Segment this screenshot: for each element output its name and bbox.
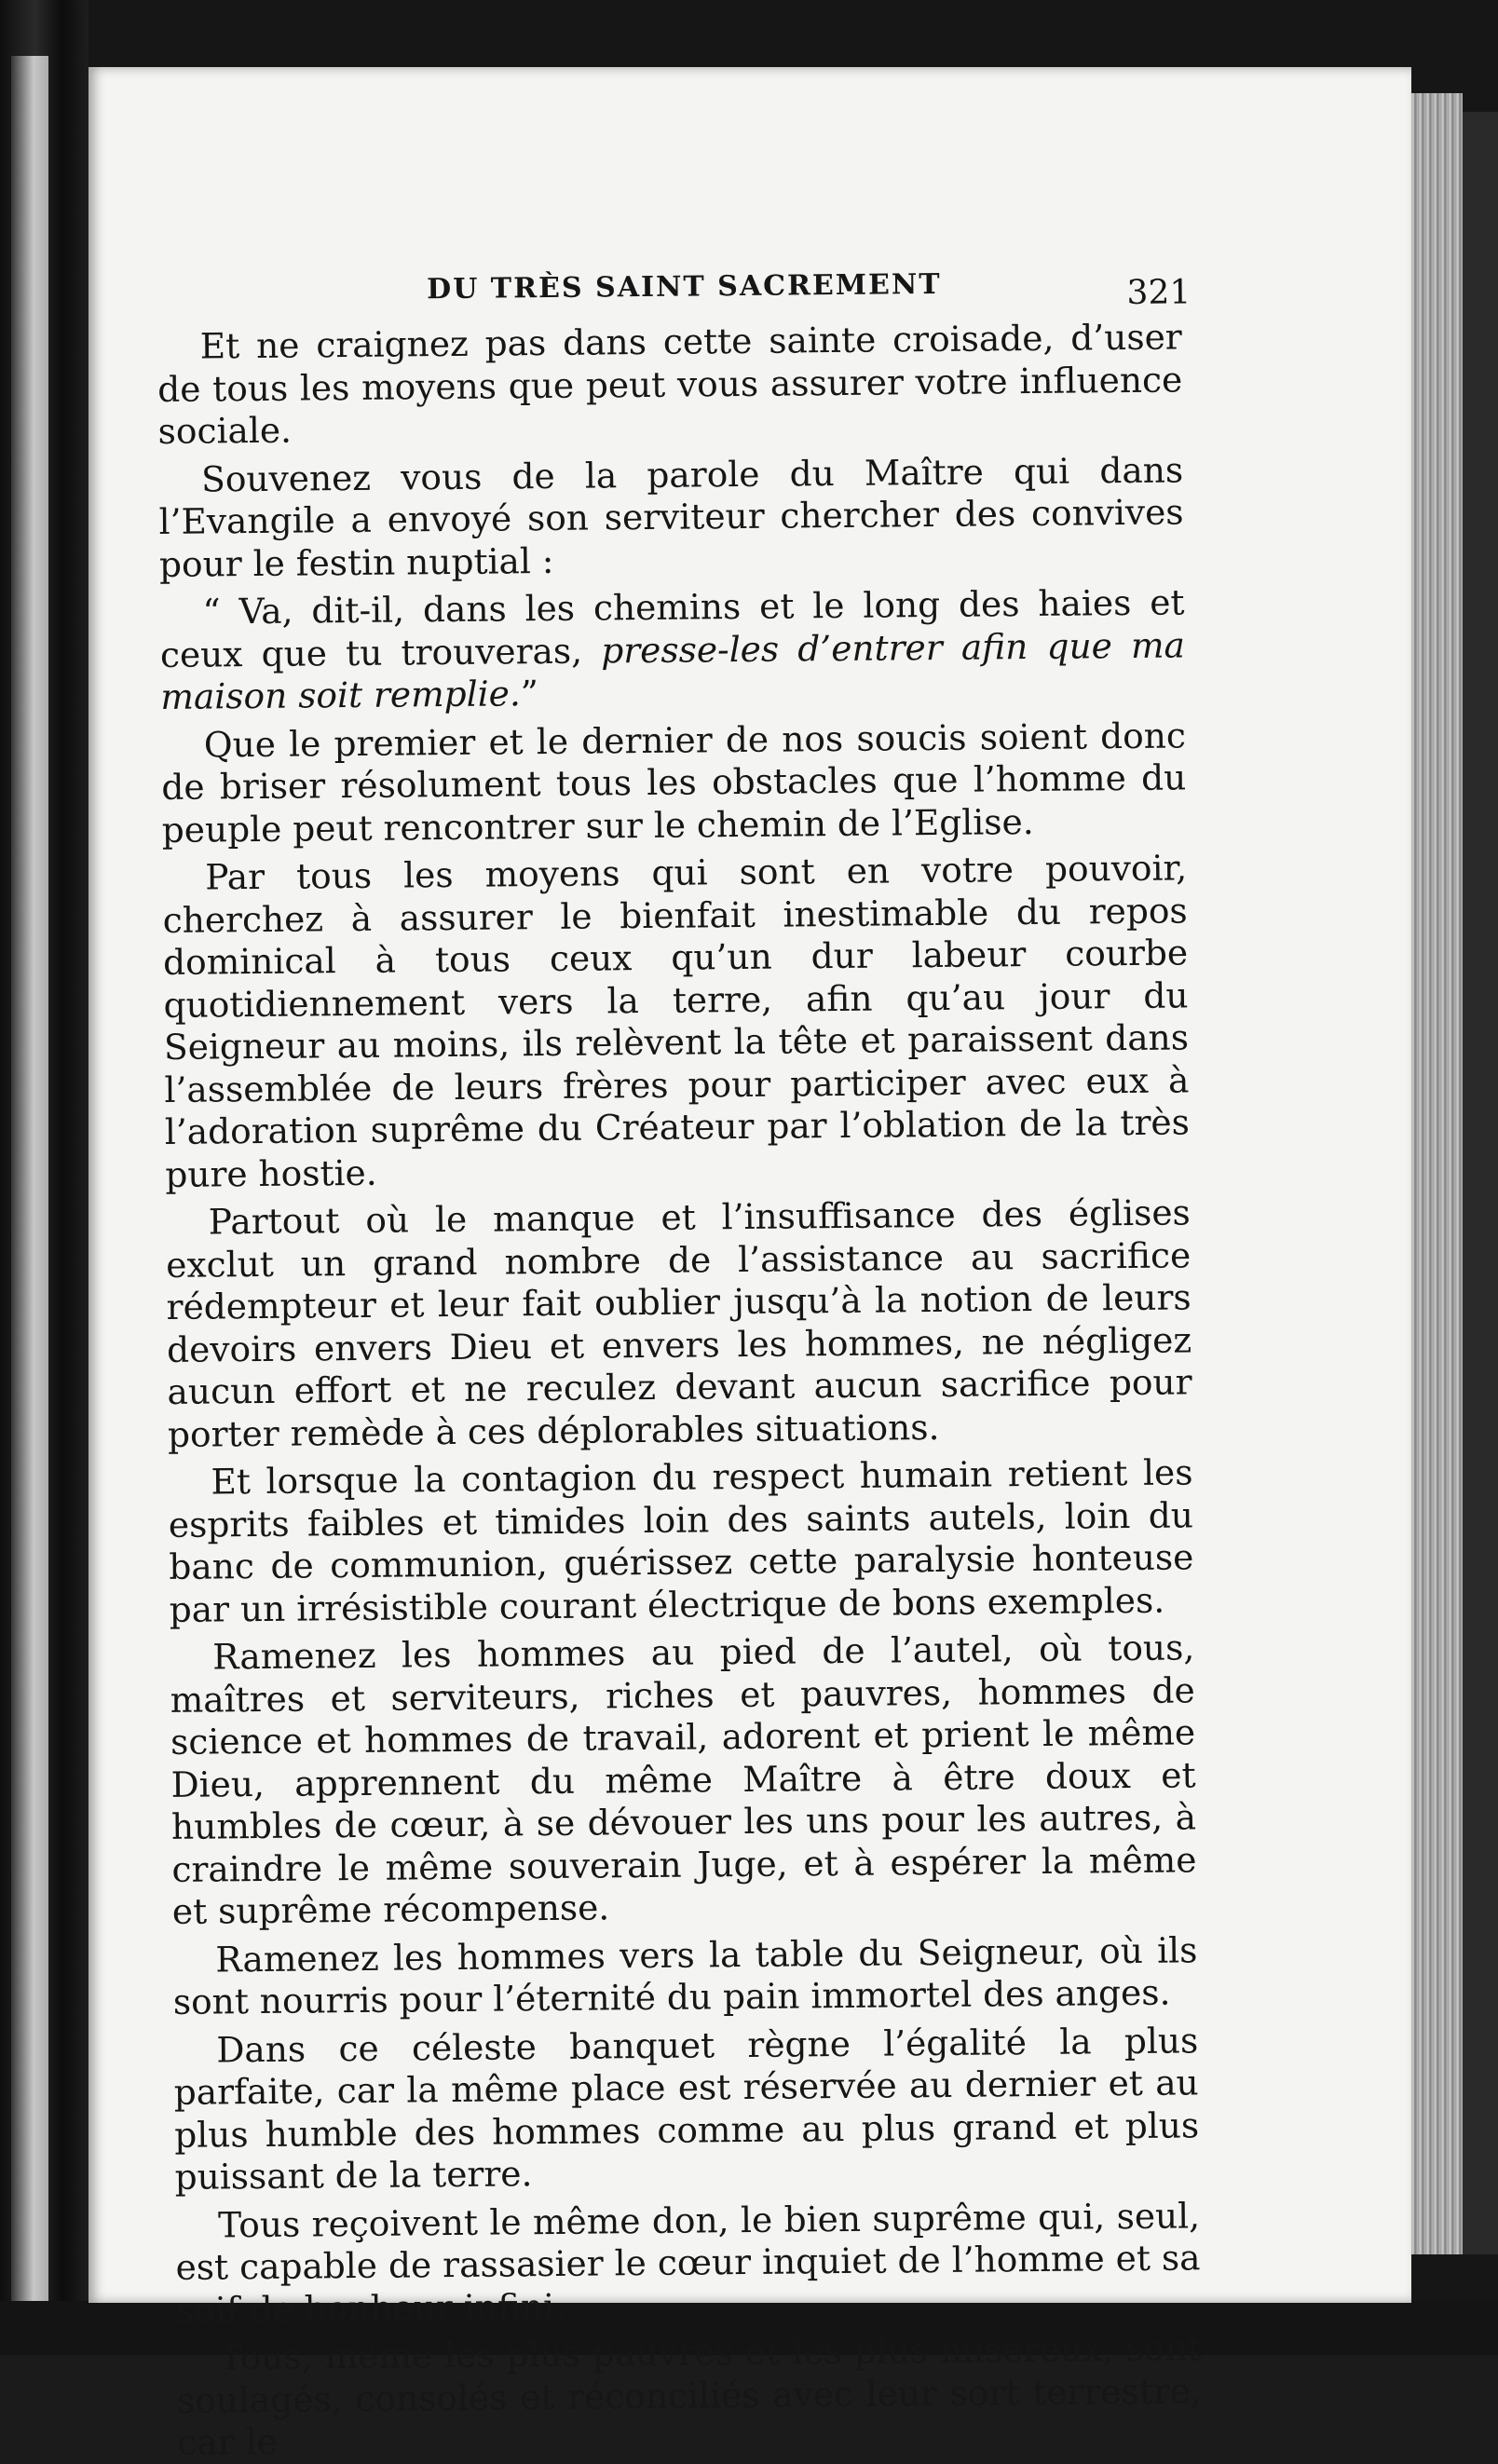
page-text-block — [157, 260, 1203, 2464]
paragraph-9: Ramenez les hommes vers la table du Seigneur, où ils sont nourris pour l’éternité du pain immortel des anges. — [172, 1928, 1198, 2022]
paragraph-7: Et lorsque la contagion du respect humain retient les esprits faibles et timides loin des saints autels, loin du banc de communion, guérissez cette paralysie honteuse par un irrésistible courant électrique de bons exemples. — [168, 1451, 1194, 1630]
running-title: DU TRÈS SAINT SACREMENT — [427, 267, 942, 306]
page-number: 321 — [1126, 273, 1192, 313]
paragraph-8: Ramenez les hommes au pied de l’autel, où tous, maîtres et serviteurs, riches et pauvres, hommes de science et hommes de travail, adorent et prient le même Dieu, apprennent du même Maître à être doux et humbles de cœur, à se dévouer les uns pour les autres, à craindre le même souverain Juge, et à espérer la même et suprême récompense. — [170, 1627, 1197, 1932]
paragraph-12: Tous, même les plus pauvres et les plus miséreux, sont soulagés, consolés et réconciliés avec leur sort terrestre, car le — [176, 2327, 1203, 2463]
paragraph-10: Dans ce céleste banquet règne l’égalité la plus parfaite, car la même place est réservée au dernier et au plus humble des hommes comme au plus grand et plus puissant de la terre. — [173, 2019, 1200, 2198]
paragraph-6: Partout où le manque et l’insuffisance des églises exclut un grand nombre de l’assistance au sacrifice rédempteur et leur fait oublier jusqu’à la notion de leurs devoirs envers Dieu et envers les hommes, ne négligez aucun effort et ne reculez devant aucun sacrifice pour porter remède à ces déplorables situations. — [166, 1191, 1192, 1455]
paragraph-11: Tous reçoivent le même don, le bien suprême qui, seul, est capable de rassasier le cœur inquiet de l’homme et sa soif de bonheur infini. — [175, 2194, 1201, 2331]
quote-italic-text: presse-les d’entrer afin que ma maison soit remplie. — [160, 623, 1186, 717]
paragraph-1: Et ne craignez pas dans cette sainte croisade, d’user de tous les moyens que peut vous assurer votre influence sociale. — [157, 316, 1183, 452]
quote-roman-text: “ Va, dit-il, dans les chemins et le long des haies et ceux que tu trouveras, — [159, 581, 1185, 675]
quote-close-mark: ” — [520, 673, 539, 715]
book-cover-edge — [1463, 112, 1498, 2254]
paragraph-3-quote — [159, 581, 1185, 718]
opposite-page-edge — [11, 56, 48, 2310]
paragraph-4: Que le premier et le dernier de nos soucis soient donc de briser résolument tous les obstacles que l’homme du peuple peut rencontrer sur le chemin de l’Eglise. — [161, 714, 1187, 851]
paragraph-2: Souvenez vous de la parole du Maître qui dans l’Evangile a envoyé son serviteur chercher des convives pour le festin nuptial : — [158, 448, 1184, 585]
paragraph-5: Par tous les moyens qui sont en votre pouvoir, cherchez à assurer le bienfait inestimable du repos dominical à tous ceux qu’un dur labeur courbe quotidiennement vers la terre, afin qu’au jour du Seigneur au moins, ils relèvent la tête et paraissent dans l’assemblée de leurs frères pour participer avec eux à l’adoration suprême du Créateur par l’oblation de la très pure hostie. — [162, 847, 1191, 1195]
running-head — [157, 260, 1192, 326]
